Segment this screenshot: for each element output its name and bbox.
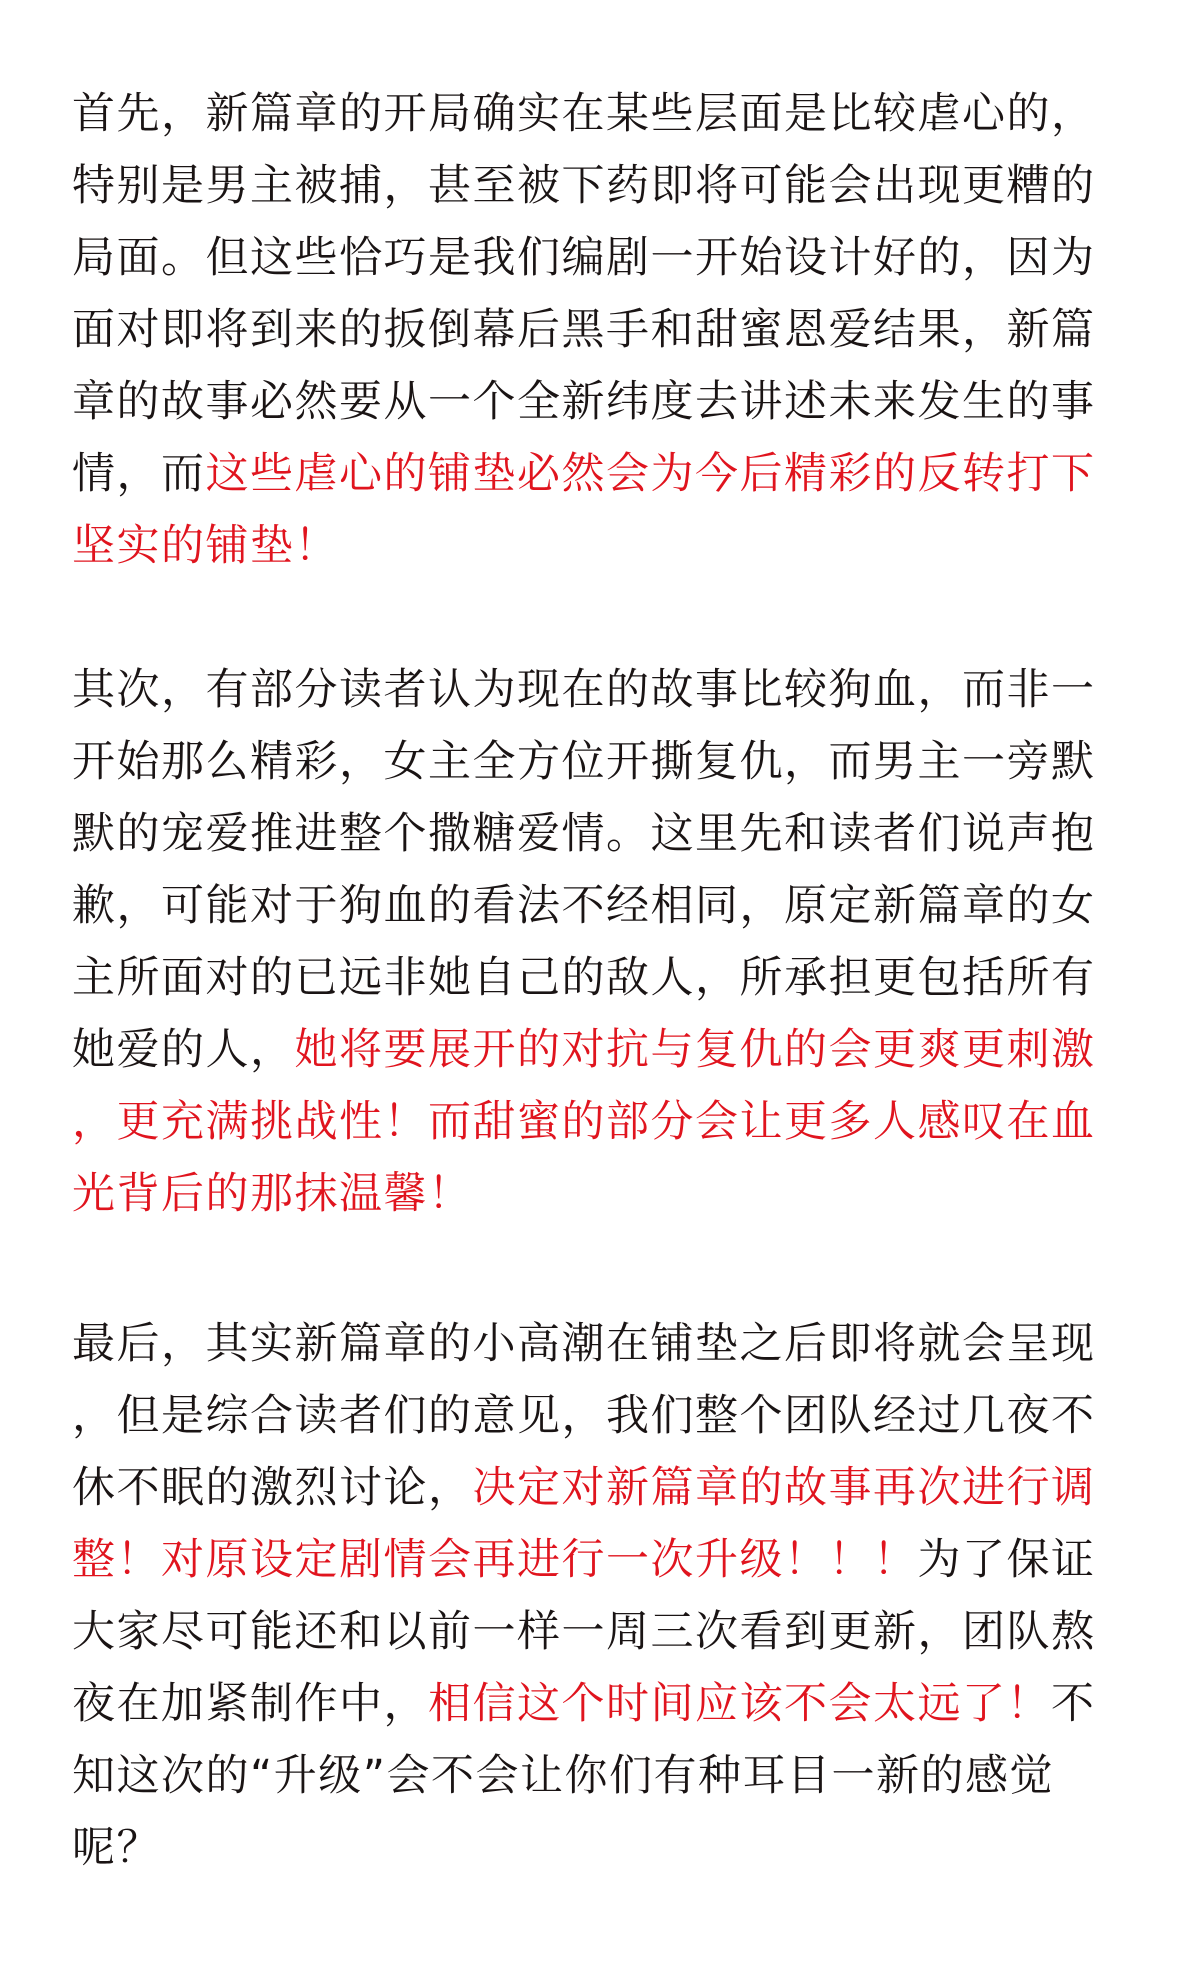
body-text: ，但是综合读者们的意见，我们整个团队经过几夜不 [72,1391,1096,1441]
text-line [72,1668,1152,1740]
text-line [72,798,1152,870]
text-line [72,1596,1152,1668]
text-line [72,438,1152,510]
body-text: 大家尽可能还和以前一样一周三次看到更新，团队熬 [72,1607,1096,1657]
body-text: 默的宠爱推进整个撒糖爱情。这里先和读者们说声抱 [72,809,1096,859]
highlighted-text: 光背后的那抹温馨！ [72,1169,473,1219]
body-text: 她爱的人， [72,1025,295,1075]
text-line [72,1380,1152,1452]
body-text: 呢？ [72,1823,161,1873]
body-text: 章的故事必然要从一个全新纬度去讲述未来发生的事 [72,377,1096,427]
body-text: 休不眠的激烈讨论， [72,1463,473,1513]
text-line [72,222,1152,294]
highlighted-text: 决定对新篇章的故事再次进行调 [472,1463,1096,1513]
body-text: 歉，可能对于狗血的看法不经相同，原定新篇章的女 [72,881,1096,931]
body-text: 面对即将到来的扳倒幕后黑手和甜蜜恩爱结果，新篇 [72,305,1096,355]
text-line [72,294,1152,366]
text-line [72,1452,1152,1524]
body-text: 为了保证 [917,1535,1096,1585]
text-line [72,870,1152,942]
text-line [72,1812,1152,1884]
text-line [72,654,1152,726]
announcement-document [72,78,1152,1956]
text-line [72,1014,1152,1086]
body-text: 首先，新篇章的开局确实在某些层面是比较虐心的， [72,89,1096,139]
text-line [72,366,1152,438]
body-text: 主所面对的已远非她自己的敌人，所承担更包括所有 [72,953,1096,1003]
body-text: 情，而 [72,449,206,499]
text-line [72,1158,1152,1230]
body-text: 夜在加紧制作中， [72,1679,428,1729]
body-text: 不 [1051,1679,1096,1729]
highlighted-text: 她将要展开的对抗与复仇的会更爽更刺激 [294,1025,1096,1075]
body-text: 其次，有部分读者认为现在的故事比较狗血，而非一 [72,665,1096,715]
text-line [72,942,1152,1014]
paragraph-last [72,1308,1152,1884]
highlighted-text: 坚实的铺垫！ [72,521,339,571]
highlighted-text: 这些虐心的铺垫必然会为今后精彩的反转打下 [205,449,1096,499]
highlighted-text: 相信这个时间应该不会太远了！ [428,1679,1051,1729]
text-line [72,510,1152,582]
highlighted-text: ，更充满挑战性！而甜蜜的部分会让更多人感叹在血 [72,1097,1096,1147]
text-line [72,150,1152,222]
highlighted-text: 整！对原设定剧情会再进行一次升级！！！ [72,1535,918,1585]
body-text: 局面。但这些恰巧是我们编剧一开始设计好的，因为 [72,233,1096,283]
text-line [72,78,1152,150]
text-line [72,1308,1152,1380]
body-text: 最后，其实新篇章的小高潮在铺垫之后即将就会呈现 [72,1319,1096,1369]
text-line [72,726,1152,798]
body-text: 知这次的“升级”会不会让你们有种耳目一新的感觉 [72,1751,1055,1801]
paragraph-second [72,654,1152,1230]
text-line [72,1524,1152,1596]
text-line [72,1086,1152,1158]
text-line [72,1740,1152,1812]
body-text: 特别是男主被捕，甚至被下药即将可能会出现更糟的 [72,161,1096,211]
paragraph-first [72,78,1152,582]
body-text: 开始那么精彩，女主全方位开撕复仇，而男主一旁默 [72,737,1096,787]
